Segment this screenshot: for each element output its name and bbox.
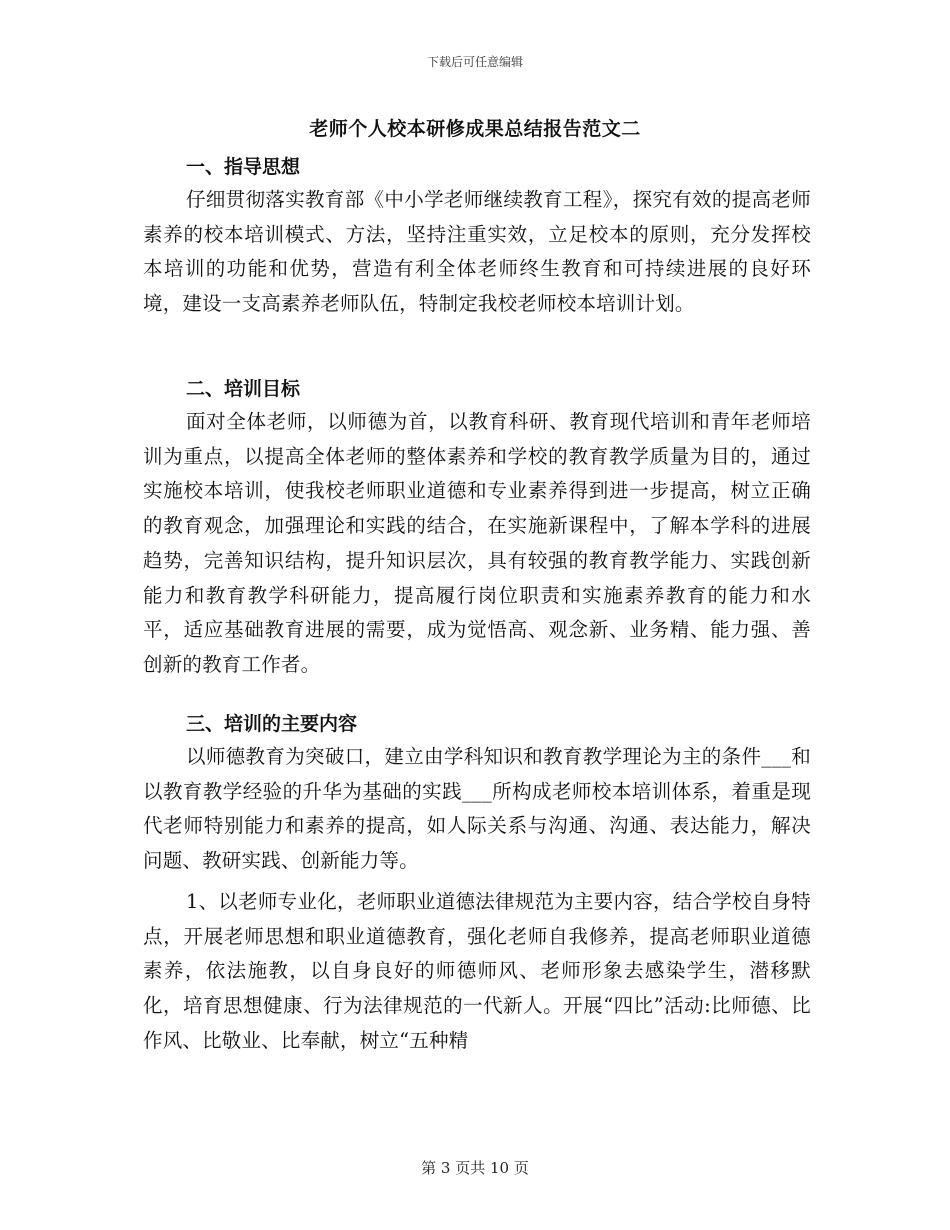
- paragraph-main-content-item-1: 1、以老师专业化，老师职业道德法律规范为主要内容，结合学校自身特点，开展老师思想和职业道德教育，强化老师自我修养，提高老师职业道德素养，依法施教，以自身良好的师德师风、老师形象去感染学生，潜移默化，培育思想健康、行为法律规范的一代新人。开展“四比”活动:比师德、比作风、比敬业、比奉献，树立“五种精: [143, 890, 811, 1052]
- section-heading-2: 二、培训目标: [186, 378, 301, 400]
- section-heading-3: 三、培训的主要内容: [186, 713, 358, 735]
- document-title: 老师个人校本研修成果总结报告范文二: [309, 118, 641, 140]
- section-heading-1: 一、指导思想: [186, 156, 301, 178]
- page-number: 第 3 页共 10 页: [421, 1159, 529, 1177]
- paragraph-guiding-ideology: 仔细贯彻落实教育部《中小学老师继续教育工程》，探究有效的提高老师素养的校本培训模式、方法，坚持注重实效，立足校本的原则，充分发挥校本培训的功能和优势，营造有利全体老师终生教育和可持续进展的良好环境，建设一支高素养老师队伍，特制定我校老师校本培训计划。: [143, 188, 811, 316]
- paragraph-main-content-intro: 以师德教育为突破口，建立由学科知识和教育教学理论为主的条件___和以教育教学经验的升华为基础的实践___所构成老师校本培训体系，着重是现代老师特别能力和素养的提高，如人际关系与沟通、沟通、表达能力，解决问题、教研实践、创新能力等。: [143, 745, 811, 873]
- paragraph-training-goals: 面对全体老师，以师德为首，以教育科研、教育现代培训和青年老师培训为重点，以提高全体老师的整体素养和学校的教育教学质量为目的，通过实施校本培训，使我校老师职业道德和专业素养得到进一步提高，树立正确的教育观念，加强理论和实践的结合，在实施新课程中，了解本学科的进展趋势，完善知识结构，提升知识层次，具有较强的教育教学能力、实践创新能力和教育教学科研能力，提高履行岗位职责和实施素养教育的能力和水平，适应基础教育进展的需要，成为觉悟高、观念新、业务精、能力强、善创新的教育工作者。: [143, 410, 811, 676]
- header-note: 下载后可任意编辑: [426, 55, 523, 69]
